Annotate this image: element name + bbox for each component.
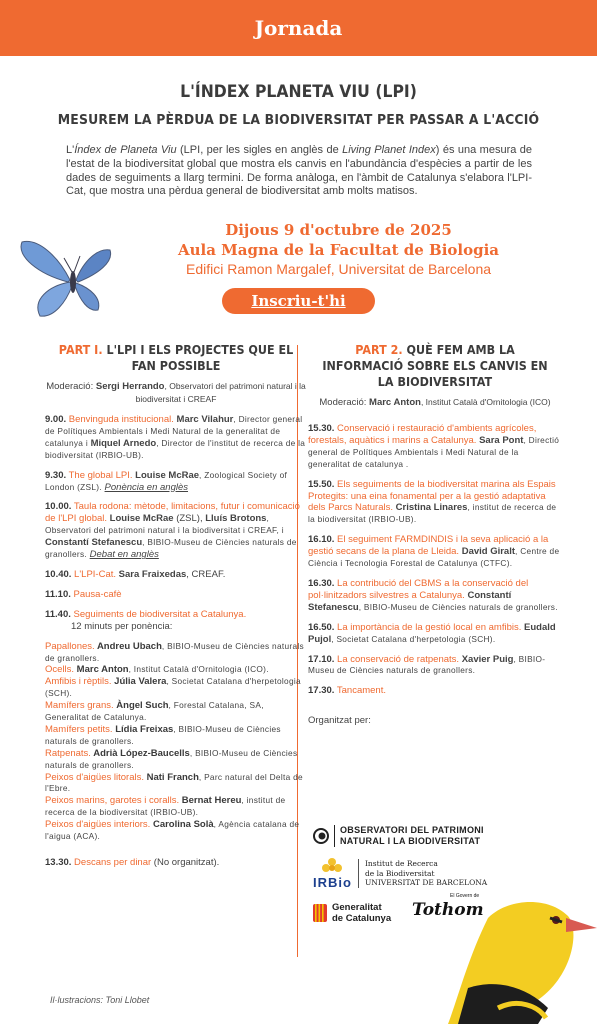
event-building: Edifici Ramon Margalef, Universitat de Barcelona xyxy=(185,261,492,277)
intro-text: Índex de Planeta Viu xyxy=(74,144,177,156)
item-time: 15.30. xyxy=(308,423,335,434)
item-time: 13.30. xyxy=(45,857,72,868)
list-item xyxy=(45,700,307,724)
item-talk: The global LPI. xyxy=(66,469,133,481)
item-time: 11.40. xyxy=(45,608,71,620)
list-item xyxy=(45,772,307,796)
intro-text: L' xyxy=(66,144,75,156)
item-org: , Director de l'institut de recerca de la biodiversitat (IRBIO-UB). xyxy=(45,437,306,460)
mod-label: Moderació: xyxy=(46,381,96,392)
topic: Peixos marins, garotes i coralls. xyxy=(45,795,180,807)
irbio-logo xyxy=(313,857,487,890)
topic: Papallones. xyxy=(45,640,95,652)
tothom-small: El Govern de xyxy=(450,893,480,899)
opn-text: NATURAL I LA BIODIVERSITAT xyxy=(340,836,481,846)
speaker: Carolina Solà xyxy=(150,819,214,831)
page-title: L'ÍNDEX PLANETA VIU (LPI) xyxy=(180,82,417,102)
item-note: Ponència en anglès xyxy=(104,481,189,493)
item-org: , Societat Catalana d'herpetologia (SCH). xyxy=(331,633,496,644)
mod-org: , Institut Català d'Ornitologia (ICO) xyxy=(420,397,551,407)
moderation xyxy=(308,396,562,409)
program-item xyxy=(45,501,307,561)
org: , BIBIO-Museu de Ciències naturals de granollers. xyxy=(45,747,298,770)
item-speaker: Constantí Stefanescu xyxy=(308,589,512,613)
org: , BIBIO-Museu de Ciències naturals de granollers. xyxy=(45,723,281,746)
program-item xyxy=(308,685,562,697)
generalitat-logo xyxy=(313,902,391,924)
senyera-icon xyxy=(313,904,327,922)
banner-title: Jornada xyxy=(254,16,343,40)
irbio-name: IRBio xyxy=(313,875,352,890)
item-time: 16.10. xyxy=(308,534,335,546)
speaker: Júlia Valera xyxy=(111,676,167,688)
item-talk: Pausa-cafè xyxy=(70,588,122,600)
org: , Institut Català d'Ornitologia (ICO). xyxy=(128,664,269,675)
program-item xyxy=(45,470,307,494)
item-note: 12 minuts per ponència: xyxy=(71,620,173,632)
list-item xyxy=(45,724,307,748)
item-speaker: Lluís Brotons xyxy=(205,513,267,525)
opn-text: OBSERVATORI DEL PATRIMONI xyxy=(340,825,484,835)
event-date: Dijous 9 d'octubre de 2025 xyxy=(225,221,452,239)
item-org: , institut de recerca de la biodiversitat (IRBIO-UB). xyxy=(308,502,557,525)
item-speaker: Sara Fraixedas xyxy=(116,568,187,580)
item-talk: La importància de la gestió local en amfibis. xyxy=(334,621,522,633)
topic: Peixos d'aigües litorals. xyxy=(45,771,144,783)
speaker: Nati Franch xyxy=(143,771,199,783)
speaker: Andreu Ubach xyxy=(94,640,162,652)
program-item xyxy=(308,534,562,570)
item-speaker: Sara Pont xyxy=(476,434,524,446)
part1-column xyxy=(45,342,307,869)
mod-name: Sergi Herrando xyxy=(95,381,165,392)
speaker: Marc Anton xyxy=(74,664,129,676)
list-item xyxy=(45,664,307,676)
item-org: , Directió general de Polítiques Ambientals i Medi Natural de la generalitat de catalunya . xyxy=(308,434,560,469)
moderation xyxy=(45,380,307,406)
part2-heading xyxy=(317,342,553,390)
gen-text: Generalitat xyxy=(332,902,382,913)
tothom-text: Tothom xyxy=(412,900,484,920)
irbio-flower-icon xyxy=(321,857,343,875)
program-item xyxy=(308,578,562,614)
item-speaker: Louise McRae xyxy=(107,513,174,525)
item-time: 17.30. xyxy=(308,685,335,697)
irbio-text: de la Biodiversitat xyxy=(364,868,435,878)
item-talk: Seguiments de biodiversitat a Catalunya. xyxy=(70,608,247,620)
org: , institut de recerca de la biodiversitat (IRBIO-UB). xyxy=(45,795,286,818)
item-speaker: Cristina Linares xyxy=(393,502,468,514)
oriole-illustration xyxy=(428,888,597,1024)
item-org: , Director general de Polítiques Ambientals i Medi Natural de la generalitat de catalunya i xyxy=(45,414,303,448)
part-label: PART I. xyxy=(58,343,103,357)
item-time: 16.50. xyxy=(308,621,335,633)
program-item xyxy=(45,857,307,869)
item-time: 11.10. xyxy=(45,588,71,600)
list-item xyxy=(45,748,307,772)
part-label: PART 2. xyxy=(355,343,403,357)
org: , Parc natural del Delta de l'Ebre. xyxy=(45,771,303,794)
org: , Forestal Catalana, SA, Generalitat de Catalunya. xyxy=(45,700,264,723)
item-speaker: Marc Vilahur xyxy=(173,414,234,425)
speaker: Lídia Freixas xyxy=(112,723,174,735)
topic: Ratpenats. xyxy=(45,747,91,759)
topic: Peixos d'aigües interiors. xyxy=(45,819,151,831)
item-speaker: Constantí Stefanescu xyxy=(45,537,143,549)
item-org: , BIBIO-Museu de Ciències naturals de granollers. xyxy=(45,537,297,560)
item-talk: Benvinguda institucional. xyxy=(66,414,174,425)
part-title: L'LPI I ELS PROJECTES QUE EL FAN POSSIBLE xyxy=(102,343,294,373)
item-time: 16.30. xyxy=(308,577,335,589)
item-note: (No organitzat). xyxy=(151,857,220,868)
program-item xyxy=(45,589,307,601)
item-talk: L'LPI-Cat. xyxy=(71,568,117,580)
item-org: , Zoological Society of London (ZSL). xyxy=(45,469,288,492)
item-speaker: Eudald Pujol xyxy=(308,621,556,645)
intro-text: ) és una mesura de l'estat de la biodiversitat global que mostra els canvis en l'abundància d'espècies a partir de les dades de seguiments a llarg termini. De forma anàloga, en l'àmbit de Catalunya s'elabora l'LPI-Cat, que mostra una pèrdua general de biodiversitat amb molts matisos. xyxy=(66,144,532,198)
item-time: 17.10. xyxy=(308,653,335,665)
topic: Amfibis i rèptils. xyxy=(45,676,112,688)
intro-text: Living Planet Index xyxy=(342,144,436,156)
part2-column xyxy=(308,342,562,726)
program-item xyxy=(308,423,562,471)
item-time: 9.00. xyxy=(45,414,67,425)
monitoring-list xyxy=(45,641,307,843)
item-org: (ZSL), xyxy=(173,513,206,525)
item-talk: Taula rodona: mètode, limitacions, futur i comunicació de l'LPI global. xyxy=(45,501,300,525)
event-venue: Aula Magna de la Facultat de Biologia xyxy=(177,241,500,259)
item-speaker: Miquel Arnedo xyxy=(90,437,157,449)
program-item xyxy=(308,622,562,646)
item-note: Debat en anglès xyxy=(89,549,159,561)
part1-heading xyxy=(54,342,298,374)
item-time: 10.00. xyxy=(45,501,72,513)
list-item xyxy=(45,819,307,843)
item-talk: La conservació de ratpenats. xyxy=(334,653,460,665)
item-talk: Conservació i restauració d'ambients agrícoles, forestals, aquàtics i marins a Catalunya. xyxy=(308,423,537,446)
topic: Mamífers petits. xyxy=(45,723,113,735)
org: , Agència catalana de l'aigua (ACA). xyxy=(45,819,300,842)
speaker: Adrià López-Baucells xyxy=(90,747,190,759)
topic: Mamífers grans. xyxy=(45,700,114,712)
topic: Ocells. xyxy=(45,664,75,676)
speaker: Àngel Such xyxy=(113,700,169,712)
item-talk: Tancament. xyxy=(334,685,386,697)
irbio-text: UNIVERSITAT DE BARCELONA xyxy=(364,878,488,888)
intro-text: (LPI, per les sigles en anglès de xyxy=(176,144,343,156)
item-talk: Els seguiments de la biodiversitat marina als Espais Protegits: una eina fonamental per a la gestió adaptativa dels Parcs Naturals. xyxy=(308,478,556,514)
page-subtitle: MESUREM LA PÈRDUA DE LA BIODIVERSITAT PER PASSAR A L'ACCIÓ xyxy=(57,112,540,128)
part-title: QUÈ FEM AMB LA INFORMACIÓ SOBRE ELS CANVIS EN LA BIODIVERSITAT xyxy=(322,343,548,389)
list-item xyxy=(45,795,307,819)
header-banner xyxy=(0,0,597,56)
opn-logo xyxy=(313,825,484,847)
irbio-text: Institut de Recerca xyxy=(364,859,438,869)
item-org: , Centre de Ciència i Tecnologia Forestal de Catalunya (CTFC). xyxy=(308,546,560,569)
register-button[interactable]: Inscriu-t'hi xyxy=(222,288,375,314)
list-item xyxy=(45,641,307,665)
item-time: 15.50. xyxy=(308,478,335,490)
program-item xyxy=(308,654,562,678)
item-org: , BIBIO-Museu de Ciències naturals de granollers. xyxy=(358,601,558,612)
speaker: Bernat Hereu xyxy=(179,795,242,807)
event-info xyxy=(0,220,597,279)
list-item xyxy=(45,676,307,700)
item-time: 9.30. xyxy=(45,469,67,481)
item-speaker: Xavier Puig xyxy=(459,653,514,665)
opn-mark-icon xyxy=(313,828,329,844)
organized-by: Organitzat per: xyxy=(308,715,371,727)
program-item xyxy=(45,609,307,633)
item-speaker: David Giralt xyxy=(459,546,516,558)
illustration-credit: Il·lustracions: Toni Llobet xyxy=(50,995,150,1005)
item-talk: Descans per dinar xyxy=(71,857,152,868)
intro-paragraph xyxy=(66,144,532,199)
item-org: , Observatori del patrimoni natural i la biodiversitat i CREAF, i xyxy=(45,513,284,536)
item-talk: El seguiment FARMDINDIS i la seva aplicació a la gestió secans de la plana de Lleida. xyxy=(308,534,549,558)
gen-text: de Catalunya xyxy=(332,913,392,924)
item-time: 10.40. xyxy=(45,568,72,580)
item-org: , CREAF. xyxy=(186,568,226,580)
item-talk: La contribució del CBMS a la conservació del pol·linitzadors silvestres a Catalunya. xyxy=(308,577,529,601)
mod-name: Marc Anton xyxy=(369,397,421,408)
program-item xyxy=(45,569,307,581)
item-org: , BIBIO-Museu de Ciències naturals de granollers. xyxy=(308,653,546,676)
org: , BIBIO-Museu de Ciències naturals de granollers. xyxy=(45,640,304,663)
mod-org: , Observatori del patrimoni natural i la biodiversitat i CREAF xyxy=(135,381,306,404)
org: , Societat Catalana d'herpetologia (SCH). xyxy=(45,676,301,699)
item-speaker: Louise McRae xyxy=(132,469,200,481)
program-item xyxy=(308,479,562,527)
program-item xyxy=(45,414,307,462)
mod-label: Moderació: xyxy=(319,397,370,408)
